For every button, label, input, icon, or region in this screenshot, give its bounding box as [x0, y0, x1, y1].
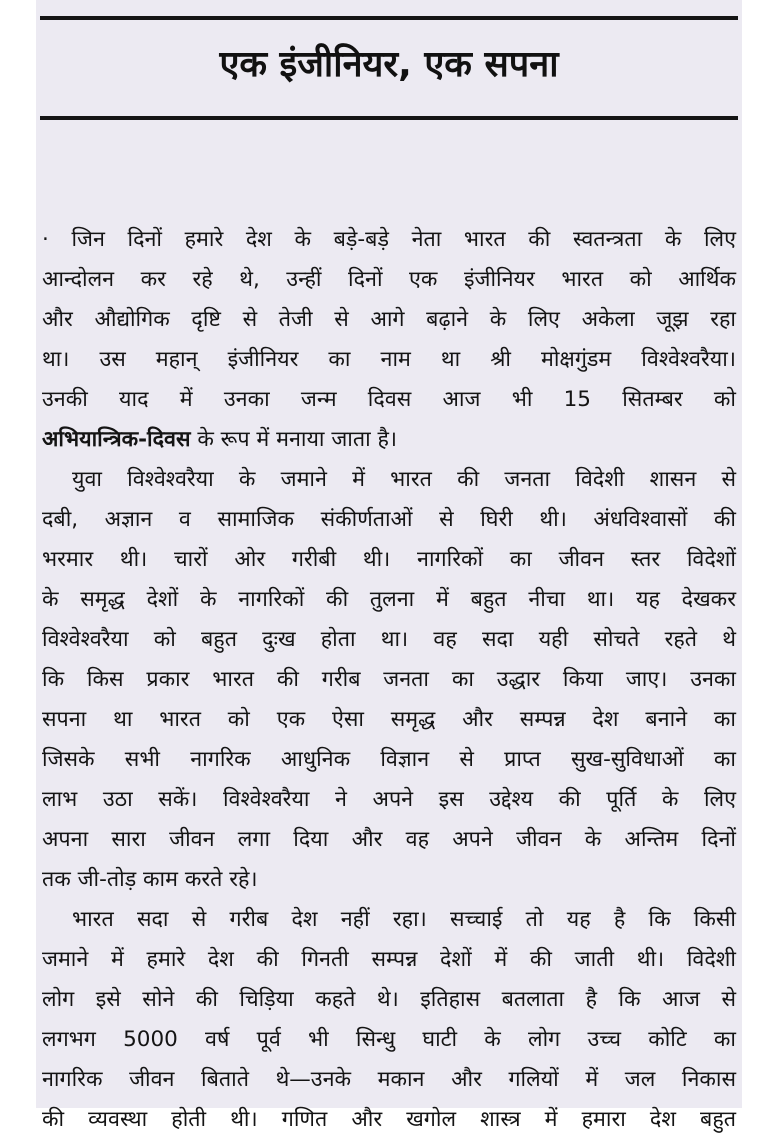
text-line — [42, 420, 736, 460]
text-line: युवा विश्वेश्वरैया के जमाने में भारत की जनता विदेशी शासन से — [72, 467, 736, 492]
text-line: अपना सारा जीवन लगा दिया और वह अपने जीवन के अन्तिम दिनों — [42, 827, 736, 852]
text-fragment: के रूप में मनाया जाता है। — [190, 427, 398, 452]
top-rule — [40, 16, 738, 20]
text-line: भारत सदा से गरीब देश नहीं रहा। सच्चाई तो यह है कि किसी — [72, 907, 736, 932]
text-line: उनकी याद में उनका जन्म दिवस आज भी 15 सितम्बर को — [42, 387, 736, 412]
paragraph-2 — [42, 460, 736, 900]
text-line: विश्वेश्वरैया को बहुत दुःख होता था। वह सदा यही सोचते रहते थे — [42, 627, 736, 652]
text-line: तक जी-तोड़ काम करते रहे। — [42, 867, 258, 892]
body-text — [42, 220, 736, 1140]
engineers-day-term: अभियान्त्रिक-दिवस — [42, 427, 191, 452]
text-line: नागरिक जीवन बिताते थे—उनके मकान और गलियों में जल निकास — [42, 1067, 736, 1092]
text-line: की व्यवस्था होती थी। गणित और खगोल शास्त्र में हमारा देश बहुत — [42, 1107, 736, 1132]
text-line: जिसके सभी नागरिक आधुनिक विज्ञान से प्राप्त सुख-सुविधाओं का — [42, 747, 736, 772]
text-line: दबी, अज्ञान व सामाजिक संकीर्णताओं से घिरी थी। अंधविश्वासों की — [42, 507, 736, 532]
text-line: और औद्योगिक दृष्टि से तेजी से आगे बढ़ाने के लिए अकेला जूझ रहा — [42, 307, 736, 332]
text-line: · जिन दिनों हमारे देश के बड़े-बड़े नेता भारत की स्वतन्त्रता के लिए — [42, 227, 736, 252]
text-line: लाभ उठा सकें। विश्वेश्वरैया ने अपने इस उद्देश्य की पूर्ति के लिए — [42, 787, 736, 812]
text-line: था। उस महान् इंजीनियर का नाम था श्री मोक्षगुंडम विश्वेश्वरैया। — [42, 347, 736, 372]
scanned-page — [36, 0, 742, 1132]
bottom-rule — [40, 116, 738, 120]
paragraph-3 — [42, 900, 736, 1140]
text-line: कि किस प्रकार भारत की गरीब जनता का उद्धार किया जाए। उनका — [42, 667, 736, 692]
text-line: आन्दोलन कर रहे थे, उन्हीं दिनों एक इंजीनियर भारत को आर्थिक — [42, 267, 736, 292]
text-line: जमाने में हमारे देश की गिनती सम्पन्न देशों में की जाती थी। विदेशी — [42, 947, 736, 972]
chapter-title: एक इंजीनियर, एक सपना — [219, 44, 559, 85]
text-line: के समृद्ध देशों के नागरिकों की तुलना में बहुत नीचा था। यह देखकर — [42, 587, 736, 612]
text-line: भरमार थी। चारों ओर गरीबी थी। नागरिकों का जीवन स्तर विदेशों — [42, 547, 736, 572]
text-line: लोग इसे सोने की चिड़िया कहते थे। इतिहास बतलाता है कि आज से — [42, 987, 736, 1012]
paragraph-1 — [42, 220, 736, 460]
text-line: सपना था भारत को एक ऐसा समृद्ध और सम्पन्न देश बनाने का — [42, 707, 736, 732]
text-line: लगभग 5000 वर्ष पूर्व भी सिन्धु घाटी के लोग उच्च कोटि का — [42, 1027, 736, 1052]
